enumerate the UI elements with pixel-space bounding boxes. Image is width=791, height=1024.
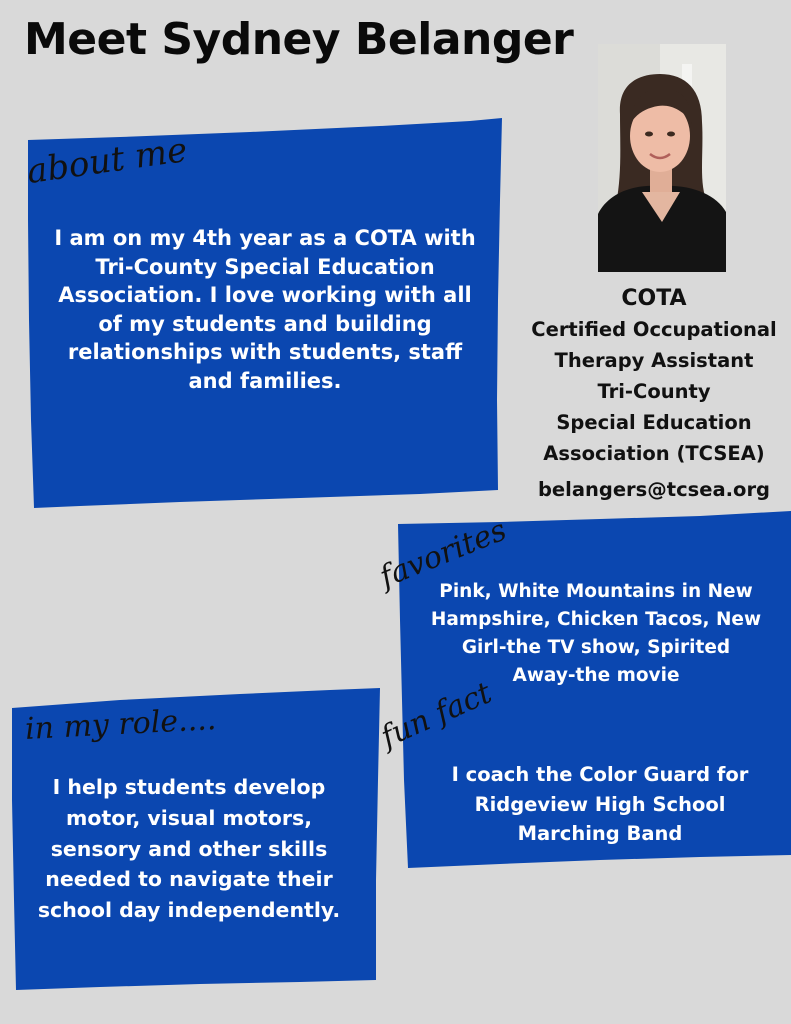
- fun-fact-text: I coach the Color Guard for Ridgeview High School Marching Band: [451, 763, 749, 846]
- email: belangers@tcsea.org: [537, 478, 771, 501]
- page-title: Meet Sydney Belanger: [24, 14, 574, 65]
- role-line-2: Therapy Assistant: [554, 349, 754, 372]
- profile-photo: [598, 44, 726, 272]
- org-line-1: Tri-County: [597, 380, 711, 403]
- about-heading: about me: [24, 129, 190, 192]
- role-heading: in my role....: [24, 702, 218, 747]
- about-text: I am on my 4th year as a COTA with Tri-County Special Education Association. I love working with all of my students and building relationships with students, staff and families.: [54, 226, 476, 393]
- favorites-text: Pink, White Mountains in New Hampshire, Chicken Tacos, New Girl-the TV show, Spirited Away-the movie: [430, 581, 762, 687]
- role-line-1: Certified Occupational: [531, 318, 777, 341]
- org-line-3: Association (TCSEA): [543, 442, 765, 465]
- role-abbreviation: COTA: [621, 286, 687, 311]
- profile-info: [518, 283, 790, 505]
- org-line-2: Special Education: [556, 411, 752, 434]
- favorites-heading: favorites: [374, 512, 512, 595]
- role-text: I help students develop motor, visual motors, sensory and other skills needed to navigate their school day independently.: [37, 775, 341, 922]
- fun-fact-heading: fun fact: [375, 675, 498, 755]
